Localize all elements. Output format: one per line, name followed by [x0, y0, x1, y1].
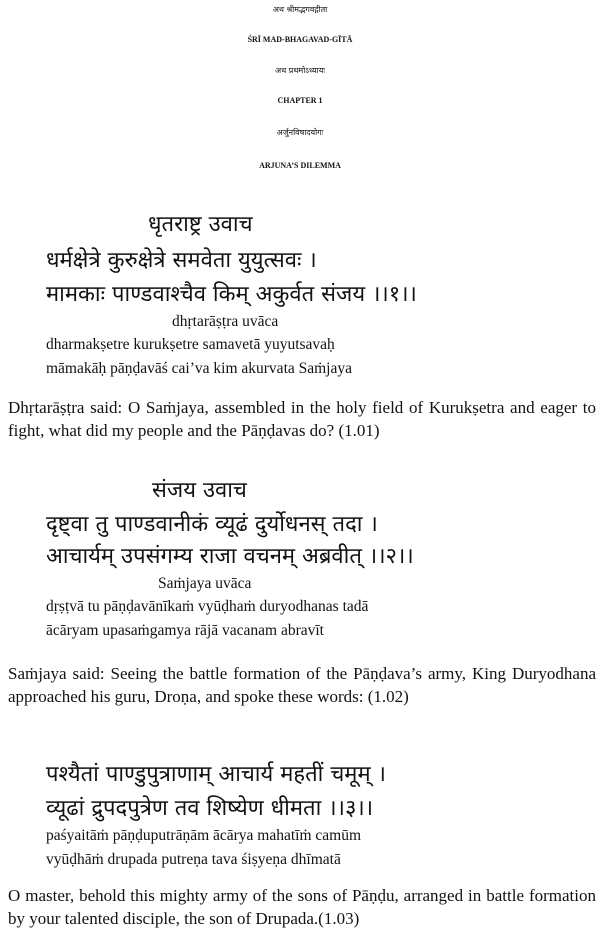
verse-1-line-2-devanagari: मामकाः पाण्डवाश्चैव किम् अकुर्वत संजय ।।१।।: [46, 282, 417, 307]
verse-2-line-1-devanagari: दृष्ट्वा तु पाण्डवानीकं व्यूढं दुर्योधनस् तदा ।: [46, 512, 378, 537]
devanagari-chapter: अथ प्रथमोऽध्यायः: [275, 66, 325, 75]
verse-1-line-1-transliteration: dharmakṣetre kurukṣetre samavetā yuyutsavaḥ: [46, 336, 335, 353]
verse-1-translation: Dhṛtarāṣṭra said: O Saṁjaya, assembled in the holy field of Kurukṣetra and eager to fight, what did my people and the Pāṇḍavas do? (1.01): [8, 398, 596, 440]
devanagari-title: अथ श्रीमद्भगवद्गीता: [272, 5, 328, 14]
chapter-name: ARJUNA’S DILEMMA: [259, 161, 341, 170]
chapter-heading: CHAPTER 1: [277, 96, 323, 105]
verse-2-line-2-devanagari: आचार्यम् उपसंगम्य राजा वचनम् अब्रवीत् ।।२।।: [46, 544, 414, 569]
verse-3-translation: O master, behold this mighty army of the sons of Pāṇḍu, arranged in battle formation by your talented disciple, the son of Drupada.(1.03): [8, 886, 596, 928]
verse-1-speaker-devanagari: धृतराष्ट्र उवाच: [148, 212, 253, 237]
verse-3-line-1-devanagari: पश्यैतां पाण्डुपुत्राणाम् आचार्य महतीं चमूम् ।: [46, 762, 386, 787]
verse-1-line-2-transliteration: māmakāḥ pāṇḍavāś cai’va kim akurvata Saṁjaya: [46, 360, 352, 377]
verse-1-line-1-devanagari: धर्मक्षेत्रे कुरुक्षेत्रे समवेता युयुत्सवः ।: [46, 248, 317, 273]
roman-title: ŚRĪ MAD-BHAGAVAD-GĪTĀ: [247, 35, 353, 44]
verse-3-line-2-transliteration: vyūḍhāṁ drupada putreṇa tava śiṣyeṇa dhīmatā: [46, 851, 341, 868]
verse-1-speaker-transliteration: dhṛtarāṣṭra uvāca: [172, 313, 279, 330]
verse-2-line-1-transliteration: dṛṣṭvā tu pāṇḍavānīkaṁ vyūḍhaṁ duryodhanas tadā: [46, 598, 369, 615]
verse-3-line-2-devanagari: व्यूढां द्रुपदपुत्रेण तव शिष्येण धीमता ।।३।।: [46, 796, 374, 821]
devanagari-chapter-name: अर्जुनविषादयोगः: [276, 128, 324, 137]
verse-2-speaker-devanagari: संजय उवाच: [152, 478, 247, 503]
verse-2-translation: Saṁjaya said: Seeing the battle formation of the Pāṇḍava’s army, King Duryodhana approached his guru, Droṇa, and spoke these words: (1.02): [8, 664, 596, 706]
verse-2-line-2-transliteration: ācāryam upasaṁgamya rājā vacanam abravīt: [46, 622, 324, 639]
verse-3-line-1-transliteration: paśyaitāṁ pāṇḍuputrāṇām ācārya mahatīṁ camūm: [46, 827, 362, 844]
verse-2-speaker-transliteration: Saṁjaya uvāca: [158, 575, 252, 592]
